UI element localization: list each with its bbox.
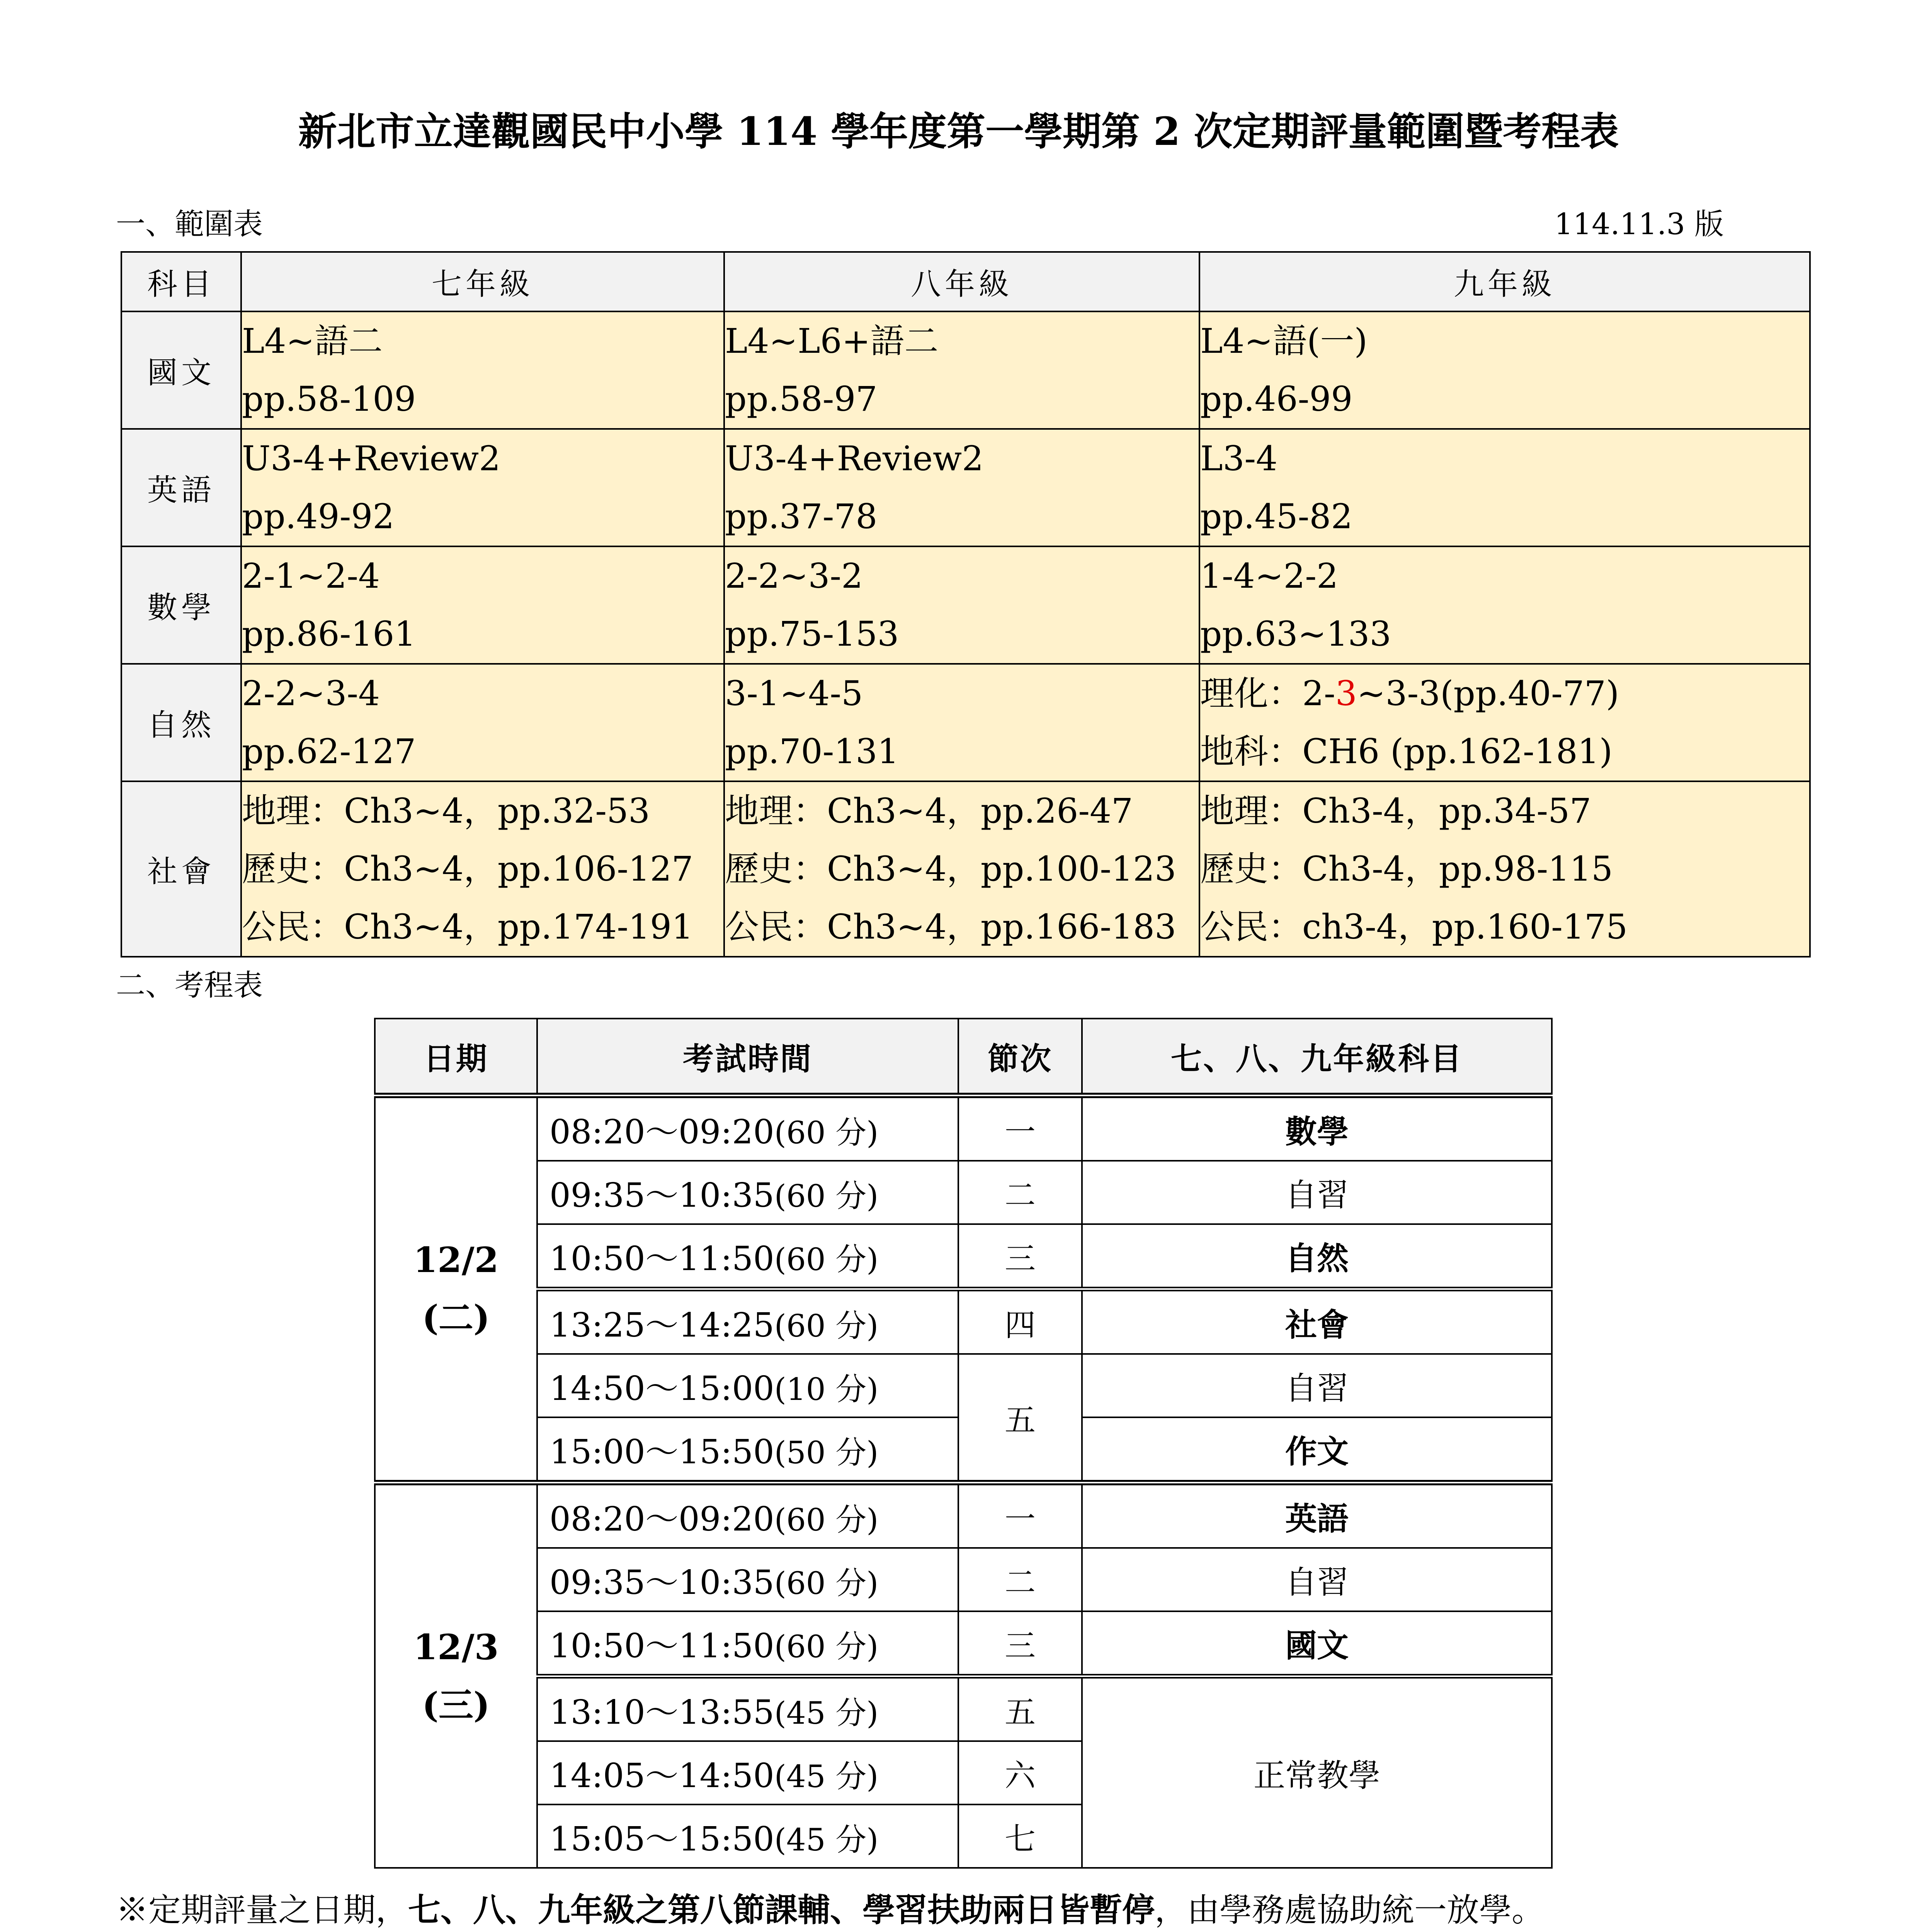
range-cell: 2-2~3-2 pp.75-153 [724, 546, 1199, 664]
schedule-header-time: 考試時間 [537, 1019, 958, 1095]
schedule-subject: 英語 [1082, 1483, 1552, 1548]
schedule-header-subject: 七、八、九年級科目 [1082, 1019, 1552, 1095]
range-subject: 數學 [121, 546, 241, 664]
range-cell: U3-4+Review2 pp.49-92 [241, 429, 724, 546]
schedule-row [375, 1224, 1552, 1289]
schedule-date-cell: 12/3 (三) [375, 1483, 537, 1868]
range-cell: 1-4~2-2 pp.63~133 [1199, 546, 1810, 664]
range-row-math [121, 546, 1810, 664]
schedule-table [374, 1018, 1553, 1869]
range-cell: U3-4+Review2 pp.37-78 [724, 429, 1199, 546]
schedule-time: 08:20～09:20(60 分) [537, 1483, 958, 1548]
schedule-subject: 社會 [1082, 1289, 1552, 1354]
highlight-red-text: 3 [1335, 673, 1357, 713]
version-label: 114.11.3 版 [1554, 207, 1724, 241]
schedule-header-row [375, 1019, 1552, 1095]
schedule-time: 09:35～10:35(60 分) [537, 1161, 958, 1224]
range-subject: 英語 [121, 429, 241, 546]
range-cell: 3-1~4-5 pp.70-131 [724, 664, 1199, 781]
page-title: 新北市立達觀國民中小學 114 學年度第一學期第 2 次定期評量範圍暨考程表 [298, 109, 1619, 154]
range-table [121, 251, 1811, 957]
schedule-row [375, 1161, 1552, 1224]
schedule-header-date: 日期 [375, 1019, 537, 1095]
range-cell: L3-4 pp.45-82 [1199, 429, 1810, 546]
schedule-row [375, 1676, 1552, 1741]
schedule-time: 13:10～13:55(45 分) [537, 1676, 958, 1741]
schedule-date-cell: 12/2 (二) [375, 1095, 537, 1483]
schedule-period: 六 [958, 1741, 1082, 1804]
schedule-subject: 作文 [1082, 1417, 1552, 1483]
schedule-period: 五 [958, 1676, 1082, 1741]
schedule-period: 四 [958, 1289, 1082, 1354]
schedule-subject: 自習 [1082, 1354, 1552, 1417]
schedule-time: 14:05～14:50(45 分) [537, 1741, 958, 1804]
range-cell: 地理：Ch3-4，pp.34-57 歷史：Ch3-4，pp.98-115 公民：ch3-4，pp.160-175 [1199, 781, 1810, 957]
schedule-time: 13:25～14:25(60 分) [537, 1289, 958, 1354]
schedule-row [375, 1548, 1552, 1611]
schedule-row [375, 1095, 1552, 1161]
range-cell: 2-1~2-4 pp.86-161 [241, 546, 724, 664]
schedule-time: 14:50～15:00(10 分) [537, 1354, 958, 1417]
range-cell: L4~L6+語二 pp.58-97 [724, 311, 1199, 429]
range-subject: 社會 [121, 781, 241, 957]
range-subject: 國文 [121, 311, 241, 429]
schedule-subject: 自習 [1082, 1161, 1552, 1224]
range-cell: 理化：2-3~3-3(pp.40-77) 地科：CH6 (pp.162-181) [1199, 664, 1810, 781]
schedule-time: 15:00～15:50(50 分) [537, 1417, 958, 1483]
range-cell: L4~語(一) pp.46-99 [1199, 311, 1810, 429]
schedule-time: 09:35～10:35(60 分) [537, 1548, 958, 1611]
schedule-subject: 自習 [1082, 1548, 1552, 1611]
schedule-row [375, 1289, 1552, 1354]
schedule-period: 一 [958, 1095, 1082, 1161]
schedule-row [375, 1483, 1552, 1548]
range-header-grade7: 七年級 [241, 252, 724, 311]
schedule-period: 二 [958, 1548, 1082, 1611]
range-row-social [121, 781, 1810, 957]
schedule-time: 10:50～11:50(60 分) [537, 1611, 958, 1676]
schedule-row [375, 1354, 1552, 1417]
schedule-subject: 自然 [1082, 1224, 1552, 1289]
schedule-time: 08:20～09:20(60 分) [537, 1095, 958, 1161]
range-header-grade8: 八年級 [724, 252, 1199, 311]
range-cell: 地理：Ch3~4，pp.32-53 歷史：Ch3~4，pp.106-127 公民：Ch3~4，pp.174-191 [241, 781, 724, 957]
range-subject: 自然 [121, 664, 241, 781]
section-range-heading: 一、範圍表 [116, 207, 263, 241]
schedule-period: 五 [958, 1354, 1082, 1483]
range-cell: L4~語二 pp.58-109 [241, 311, 724, 429]
schedule-period: 一 [958, 1483, 1082, 1548]
schedule-period: 二 [958, 1161, 1082, 1224]
section-schedule-heading: 二、考程表 [116, 968, 263, 1002]
schedule-subject: 正常教學 [1082, 1676, 1552, 1868]
schedule-time: 15:05～15:50(45 分) [537, 1804, 958, 1868]
range-header-subject: 科目 [121, 252, 241, 311]
range-cell: 2-2~3-4 pp.62-127 [241, 664, 724, 781]
notes-section [116, 1882, 1816, 1932]
schedule-period: 三 [958, 1224, 1082, 1289]
note-exam-days: ※定期評量之日期，七、八、九年級之第八節課輔、學習扶助兩日皆暫停，由學務處協助統一放學。 [116, 1891, 1544, 1929]
range-row-science [121, 664, 1810, 781]
schedule-subject: 國文 [1082, 1611, 1552, 1676]
range-cell: 地理：Ch3~4，pp.26-47 歷史：Ch3~4，pp.100-123 公民：Ch3~4，pp.166-183 [724, 781, 1199, 957]
schedule-row [375, 1611, 1552, 1676]
range-row-english [121, 429, 1810, 546]
schedule-period: 三 [958, 1611, 1082, 1676]
schedule-period: 七 [958, 1804, 1082, 1868]
range-row-chinese [121, 311, 1810, 429]
schedule-time: 10:50～11:50(60 分) [537, 1224, 958, 1289]
schedule-subject: 數學 [1082, 1095, 1552, 1161]
range-header-row [121, 252, 1810, 311]
schedule-header-period: 節次 [958, 1019, 1082, 1095]
range-header-grade9: 九年級 [1199, 252, 1810, 311]
